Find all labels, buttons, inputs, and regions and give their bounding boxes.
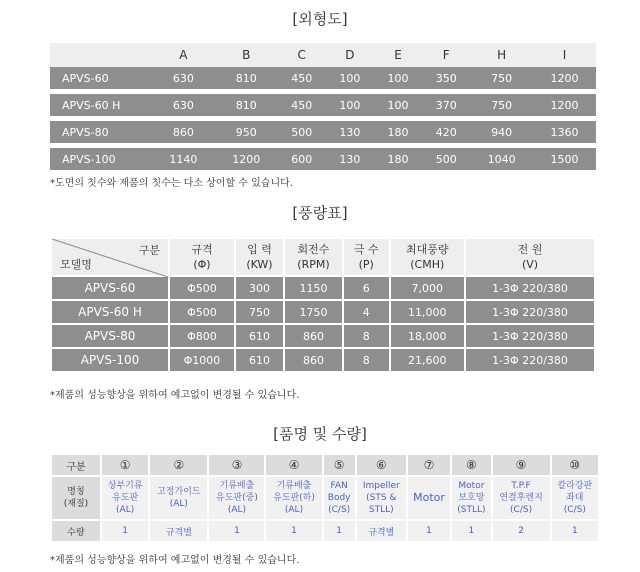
dim-value-cell: 420 <box>422 119 470 146</box>
airflow-section-title: [풍량표] <box>292 204 348 222</box>
air-value-cell: 610 <box>235 348 284 372</box>
part-qty-cell: 1 <box>451 520 491 542</box>
part-number-cell: ① <box>101 454 149 476</box>
air-table-row <box>51 300 595 324</box>
dim-header-c: C <box>278 43 326 67</box>
dim-model-cell: APVS-60 H <box>50 92 152 119</box>
corner-label-category: 구분 <box>138 244 160 257</box>
dim-model-cell: APVS-100 <box>50 146 152 173</box>
part-qty-cell: 1 <box>407 520 452 542</box>
parts-name-row <box>51 476 599 520</box>
dim-model-cell: APVS-80 <box>50 119 152 146</box>
part-name-cell <box>101 476 149 520</box>
part-name-cell <box>323 476 356 520</box>
part-name-line: (STS & <box>366 493 397 503</box>
air-model-cell: APVS-80 <box>51 324 169 348</box>
part-name-line: Motor <box>413 491 445 504</box>
air-value-cell: 1150 <box>284 276 343 300</box>
air-value-cell: Φ500 <box>169 300 235 324</box>
part-number-cell: ② <box>149 454 208 476</box>
part-qty-cell: 1 <box>208 520 265 542</box>
part-qty-cell: 2 <box>492 520 551 542</box>
row-head-name-line1: 명칭 <box>67 487 85 497</box>
part-name-line: T.P.F <box>511 481 531 491</box>
air-value-cell: 7,000 <box>390 276 465 300</box>
air-value-cell: 610 <box>235 324 284 348</box>
dim-value-cell: 600 <box>278 146 326 173</box>
dim-value-cell: 750 <box>470 67 533 92</box>
part-number-cell: ④ <box>265 454 322 476</box>
dim-header-blank <box>50 43 152 67</box>
row-head-name <box>51 476 101 520</box>
air-value-cell: 21,600 <box>390 348 465 372</box>
dim-value-cell: 1200 <box>533 92 596 119</box>
dim-value-cell: 450 <box>278 92 326 119</box>
row-head-qty: 수량 <box>51 520 101 542</box>
air-header-cell <box>343 238 390 276</box>
part-name-cell <box>407 476 452 520</box>
part-name-cell <box>208 476 265 520</box>
part-qty-cell: 1 <box>551 520 599 542</box>
air-header-cell <box>169 238 235 276</box>
dim-value-cell: 630 <box>152 67 215 92</box>
part-name-cell <box>492 476 551 520</box>
air-model-cell: APVS-60 H <box>51 300 169 324</box>
part-name-cell <box>356 476 407 520</box>
part-name-line: 유도판 <box>112 493 139 503</box>
part-name-line: (C/S) <box>510 505 533 515</box>
air-value-cell: 1-3Φ 220/380 <box>465 300 595 324</box>
part-name-line: Body <box>327 493 351 503</box>
row-head-number: 구분 <box>51 454 101 476</box>
part-qty-cell: 1 <box>265 520 322 542</box>
air-header-unit: (Φ) <box>193 258 211 271</box>
air-model-cell: APVS-60 <box>51 276 169 300</box>
part-qty-cell: 1 <box>101 520 149 542</box>
corner-header-cell <box>51 238 169 276</box>
dim-value-cell: 500 <box>278 119 326 146</box>
air-table-row <box>51 276 595 300</box>
dim-value-cell: 1360 <box>533 119 596 146</box>
part-qty-cell: 규격별 <box>149 520 208 542</box>
part-name-line: (AL) <box>169 499 188 509</box>
air-value-cell: Φ500 <box>169 276 235 300</box>
part-name-cell <box>149 476 208 520</box>
air-value-cell: 1750 <box>284 300 343 324</box>
air-value-cell: Φ800 <box>169 324 235 348</box>
air-value-cell: 1-3Φ 220/380 <box>465 348 595 372</box>
air-model-cell: APVS-100 <box>51 348 169 372</box>
dim-value-cell: 810 <box>215 67 278 92</box>
air-header-label: 회전수 <box>297 243 330 256</box>
airflow-table-header <box>51 238 595 276</box>
dim-table-row <box>50 146 596 173</box>
dimension-note: *도면의 칫수와 제품의 칫수는 다소 상이할 수 있습니다. <box>50 178 293 189</box>
air-header-label: 최대풍량 <box>406 243 449 256</box>
dim-value-cell: 130 <box>326 119 374 146</box>
dimension-table-header <box>50 43 596 67</box>
part-number-cell: ⑩ <box>551 454 599 476</box>
part-qty-cell: 규격별 <box>356 520 407 542</box>
air-table-row <box>51 348 595 372</box>
dim-header-b: B <box>215 43 278 67</box>
part-number-cell: ⑤ <box>323 454 356 476</box>
air-header-cell <box>465 238 595 276</box>
dim-value-cell: 860 <box>152 119 215 146</box>
dim-value-cell: 180 <box>374 146 422 173</box>
air-value-cell: 11,000 <box>390 300 465 324</box>
dim-value-cell: 750 <box>470 92 533 119</box>
dim-header-f: F <box>422 43 470 67</box>
row-head-name-line2: (재질) <box>63 499 89 509</box>
dimension-section-title: [외형도] <box>292 10 348 28</box>
dim-value-cell: 1040 <box>470 146 533 173</box>
dim-value-cell: 100 <box>326 67 374 92</box>
part-name-line: (C/S) <box>328 505 351 515</box>
dim-value-cell: 1200 <box>533 67 596 92</box>
part-name-line: STLL) <box>368 505 394 515</box>
air-value-cell: 750 <box>235 300 284 324</box>
air-header-unit: (RPM) <box>297 258 330 271</box>
dim-value-cell: 950 <box>215 119 278 146</box>
part-name-line: 기류배출 <box>276 481 312 491</box>
dimension-table <box>50 43 596 175</box>
dim-table-row <box>50 92 596 119</box>
dim-header-i: I <box>533 43 596 67</box>
air-value-cell: 4 <box>343 300 390 324</box>
part-name-line: Motor <box>458 481 485 491</box>
air-header-cell <box>390 238 465 276</box>
part-name-line: 유도판(하) <box>273 493 315 503</box>
part-name-line: 상부기류 <box>107 481 143 491</box>
part-qty-cell: 1 <box>323 520 356 542</box>
dim-value-cell: 810 <box>215 92 278 119</box>
air-value-cell: 18,000 <box>390 324 465 348</box>
dim-header-e: E <box>374 43 422 67</box>
air-value-cell: 8 <box>343 348 390 372</box>
dim-value-cell: 100 <box>374 67 422 92</box>
dim-value-cell: 100 <box>326 92 374 119</box>
air-header-label: 규격 <box>191 243 213 256</box>
part-number-cell: ⑦ <box>407 454 452 476</box>
part-name-line: (AL) <box>284 505 304 515</box>
dim-value-cell: 630 <box>152 92 215 119</box>
part-number-cell: ③ <box>208 454 265 476</box>
part-name-line: 좌대 <box>566 493 584 503</box>
air-table-row <box>51 324 595 348</box>
air-header-label: 전 원 <box>517 243 543 256</box>
part-name-cell <box>451 476 491 520</box>
dim-value-cell: 450 <box>278 67 326 92</box>
air-value-cell: 8 <box>343 324 390 348</box>
part-name-line: (AL) <box>116 505 135 515</box>
part-name-cell <box>551 476 599 520</box>
dim-value-cell: 940 <box>470 119 533 146</box>
air-header-unit: (V) <box>521 258 539 271</box>
part-name-line: (C/S) <box>563 505 586 515</box>
air-header-unit: (KW) <box>246 258 273 271</box>
part-name-cell <box>265 476 322 520</box>
corner-label-model: 모델명 <box>60 258 92 271</box>
air-header-label: 극 수 <box>353 243 379 256</box>
part-name-line: (AL) <box>227 505 247 515</box>
dim-value-cell: 1200 <box>215 146 278 173</box>
parts-qty-row <box>51 520 599 542</box>
dim-value-cell: 180 <box>374 119 422 146</box>
air-value-cell: 6 <box>343 276 390 300</box>
dim-value-cell: 100 <box>374 92 422 119</box>
dim-value-cell: 350 <box>422 67 470 92</box>
part-name-line: 고정가이드 <box>157 487 201 497</box>
part-name-line: 유도판(중) <box>216 493 258 503</box>
air-value-cell: 860 <box>284 348 343 372</box>
dim-header-d: D <box>326 43 374 67</box>
air-value-cell: 1-3Φ 220/380 <box>465 324 595 348</box>
dim-value-cell: 370 <box>422 92 470 119</box>
air-header-cell <box>284 238 343 276</box>
parts-section-title: [품명 및 수량] <box>273 425 367 443</box>
parts-note: *제품의 성능향상을 위하여 예고없이 변경될 수 있습니다. <box>50 555 300 566</box>
air-header-unit: (CMH) <box>410 258 445 271</box>
air-header-label: 입 력 <box>247 243 272 256</box>
dim-value-cell: 1500 <box>533 146 596 173</box>
parts-table <box>50 453 600 543</box>
part-name-line: FAN <box>330 481 348 491</box>
air-value-cell: 300 <box>235 276 284 300</box>
parts-number-row <box>51 454 599 476</box>
part-number-cell: ⑨ <box>492 454 551 476</box>
part-number-cell: ⑧ <box>451 454 491 476</box>
part-name-line: 보호망 <box>458 493 485 503</box>
part-name-line: Impeller <box>362 481 400 491</box>
dim-table-row <box>50 119 596 146</box>
part-number-cell: ⑥ <box>356 454 407 476</box>
part-name-line: 칼라강판 <box>557 481 593 491</box>
part-name-line: (STLL) <box>457 505 486 515</box>
airflow-note: *제품의 성능향상을 위하여 예고없이 변경될 수 있습니다. <box>50 390 300 401</box>
dim-header-a: A <box>152 43 215 67</box>
part-name-line: 기류배출 <box>219 481 255 491</box>
airflow-table <box>50 237 596 373</box>
dim-value-cell: 500 <box>422 146 470 173</box>
dim-table-row <box>50 67 596 92</box>
air-value-cell: 1-3Φ 220/380 <box>465 276 595 300</box>
dim-model-cell: APVS-60 <box>50 67 152 92</box>
dim-value-cell: 130 <box>326 146 374 173</box>
air-value-cell: 860 <box>284 324 343 348</box>
air-header-unit: (P) <box>358 258 374 271</box>
part-name-line: 연결후렌지 <box>499 493 543 503</box>
dim-value-cell: 1140 <box>152 146 215 173</box>
dim-header-h: H <box>470 43 533 67</box>
air-value-cell: Φ1000 <box>169 348 235 372</box>
air-header-cell <box>235 238 284 276</box>
